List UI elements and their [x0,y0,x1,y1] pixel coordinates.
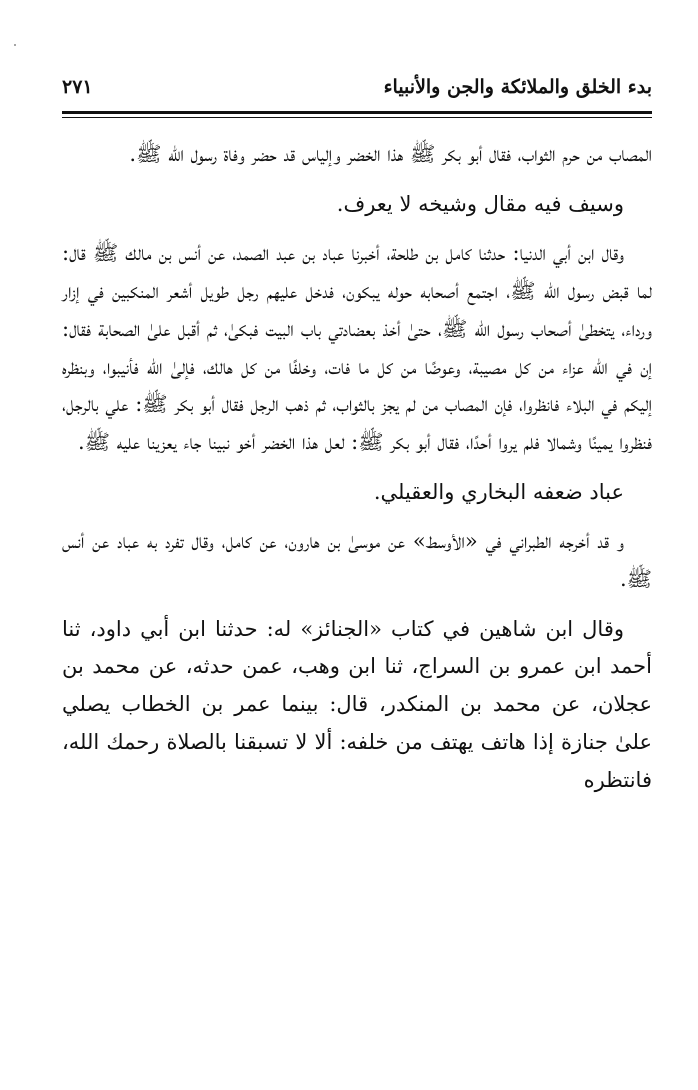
paragraph-spacer [62,174,652,186]
chapter-title: بدء الخلق والملائكة والجن والأنبياء [383,76,652,98]
paragraph-3: وقال ابن أبي الدنيا: حدثنا كامل بن طلحة، أخبرنا عباد بن عبد الصمد، عن أنس بن مالك ﷺ قال: لما قبض رسول الله ﷺ، اجتمع أصحابه حوله يبكون، فدخل عليهم رجل طويل أشعر المنكبين في إزار ورداء، يتخطىٰ أصحاب رسول الله ﷺ، حتىٰ أخذ بعضادتي باب البيت فبكىٰ، ثم أقبل علىٰ الصحابة فقال: إن في الله عزاء من كل مصيبة، وعوضًا من كل ما فات، وخلفًا من كل هالك، فإلىٰ الله فأنيبوا، وبنظره إليكم في البلاء فانظروا، فإن المصاب من لم يجز بالثواب، ثم ذهب الرجل فقال أبو بكر ﷺ: علي بالرجل، فنظروا يمينًا وشمالا فلم يروا أحدًا، فقال أبو بكر ﷺ: لعل هذا الخضر أخو نبينا جاء يعزينا عليه ﷺ. [62,241,652,454]
body-text [62,136,652,799]
paragraph-1: المصاب من حرم الثواب، فقال أبو بكر ﷺ هذا الخضر وإلياس قد حضر وفاة رسول الله ﷺ. [129,142,652,166]
paragraph-2: وسيف فيه مقال وشيخه لا يعرف. [336,191,624,216]
header-rule-thick [62,111,652,114]
paragraph-6: وقال ابن شاهين في كتاب «الجنائز» له: حدثنا ابن أبي داود، ثنا أحمد ابن عمرو بن السراج، ثنا ابن وهب، عمن حدثه، عن محمد بن عجلان، عن محمد بن المنكدر، قال: بينما عمر بن الخطاب يصلي علىٰ جنازة إذا هاتف يهتف من خلفه: ألا لا تسبقنا بالصلاة رحمك الله، فانتظره [62,616,652,792]
paragraph-5: و قد أخرجه الطبراني في «الأوسط» عن موسىٰ بن هارون، عن كامل، وقال تفرد به عباد عن أنس ﷺ. [62,529,652,592]
paragraph-spacer [62,462,652,474]
page-number: ٢٧١ [62,76,93,98]
header-rule-thin [62,117,652,118]
running-header [62,66,652,110]
paragraph-spacer [62,223,652,235]
paragraph-spacer [62,511,652,523]
paragraph-spacer [62,599,652,611]
margin-mark [14,44,16,46]
paragraph-4: عباد ضعفه البخاري والعقيلي. [373,479,624,504]
